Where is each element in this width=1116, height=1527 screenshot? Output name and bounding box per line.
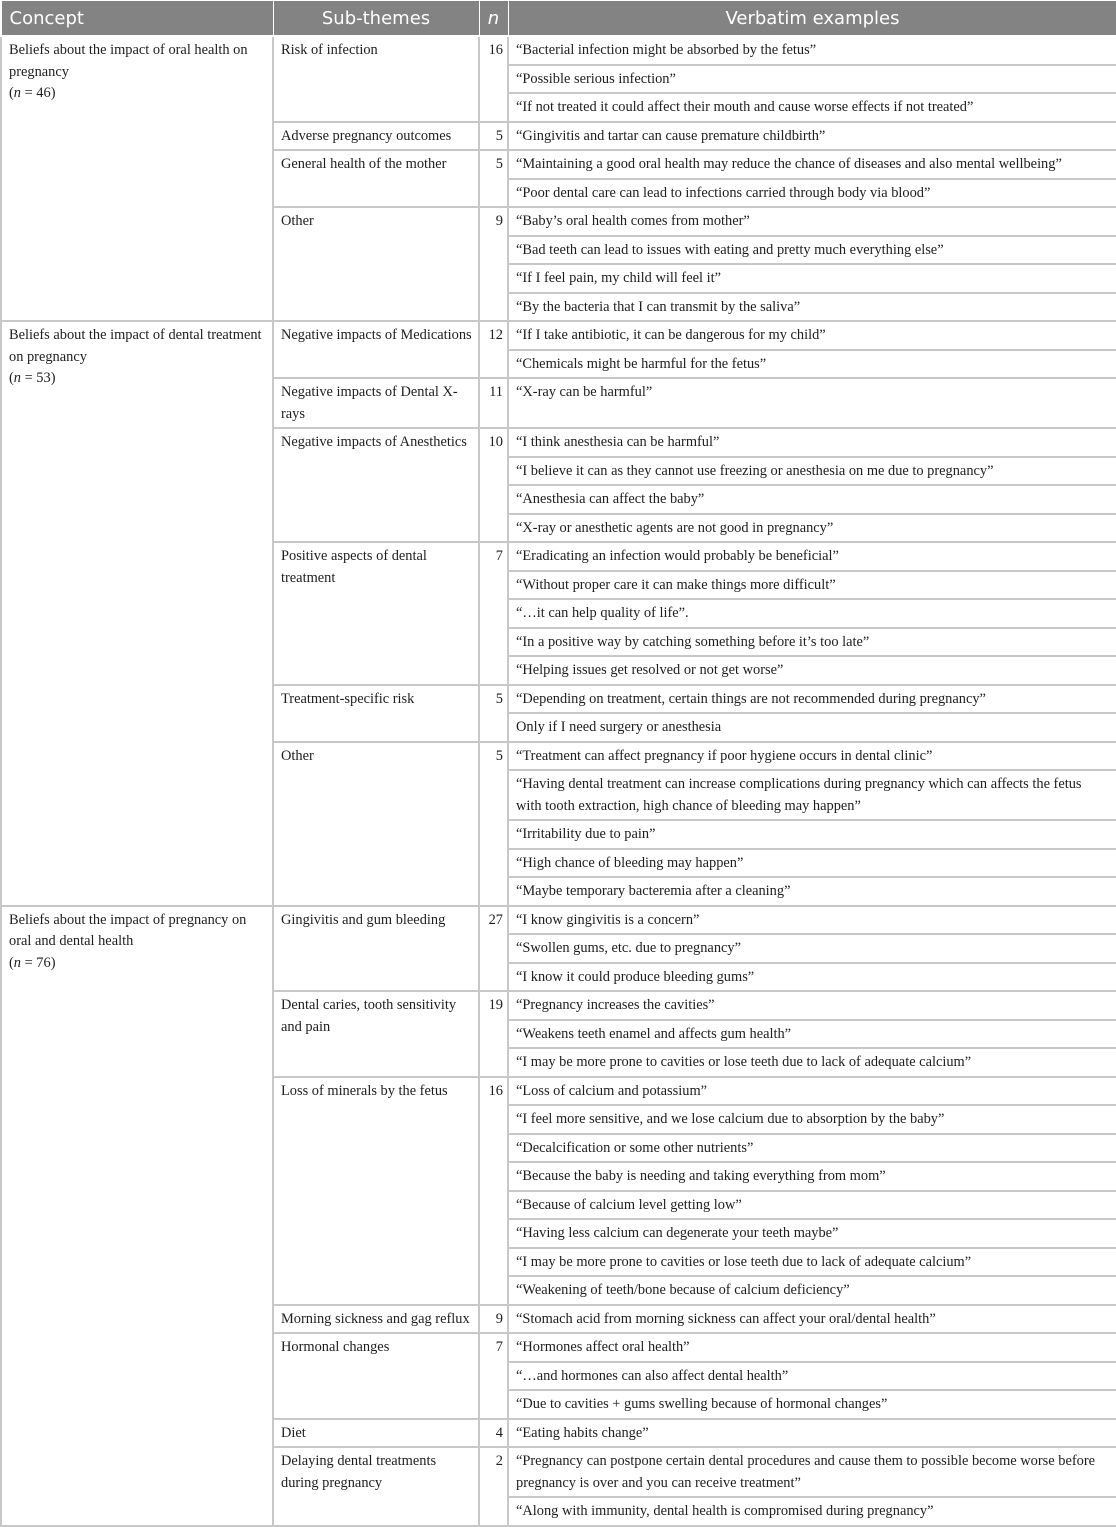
verbatim-cell: “Chemicals might be harmful for the fetus” xyxy=(508,350,1116,379)
count-cell: 11 xyxy=(479,378,508,428)
concept-n-label: n xyxy=(13,370,21,386)
concept-cell: Beliefs about the impact of oral health on pregnancy (n = 46) xyxy=(1,36,273,321)
verbatim-cell: “…it can help quality of life”. xyxy=(508,599,1116,628)
verbatim-cell: “Because the baby is needing and taking everything from mom” xyxy=(508,1162,1116,1191)
verbatim-cell: “Hormones affect oral health” xyxy=(508,1333,1116,1362)
verbatim-cell: “X-ray or anesthetic agents are not good in pregnancy” xyxy=(508,514,1116,543)
table-body xyxy=(1,36,1116,1526)
verbatim-cell: “I may be more prone to cavities or lose teeth due to lack of adequate calcium” xyxy=(508,1048,1116,1077)
subtheme-cell: Negative impacts of Anesthetics xyxy=(273,428,479,542)
concept-title: Beliefs about the impact of pregnancy on oral and dental health xyxy=(9,911,247,949)
subtheme-cell: Negative impacts of Medications xyxy=(273,321,479,378)
subtheme-cell: Loss of minerals by the fetus xyxy=(273,1077,479,1305)
verbatim-cell: “I believe it can as they cannot use freezing or anesthesia on me due to pregnancy” xyxy=(508,457,1116,486)
subtheme-cell: Positive aspects of dental treatment xyxy=(273,542,479,685)
verbatim-cell: “If not treated it could affect their mouth and cause worse effects if not treated” xyxy=(508,93,1116,122)
count-cell: 7 xyxy=(479,1333,508,1419)
subtheme-cell: Negative impacts of Dental X-rays xyxy=(273,378,479,428)
verbatim-cell: “Without proper care it can make things more difficult” xyxy=(508,571,1116,600)
verbatim-cell: “Possible serious infection” xyxy=(508,65,1116,94)
verbatim-cell: “X-ray can be harmful” xyxy=(508,378,1116,428)
verbatim-cell: “I think anesthesia can be harmful” xyxy=(508,428,1116,457)
verbatim-cell: “Eradicating an infection would probably be beneficial” xyxy=(508,542,1116,571)
concept-n-label: n xyxy=(13,85,21,101)
verbatim-cell: “Swollen gums, etc. due to pregnancy” xyxy=(508,934,1116,963)
verbatim-cell: “Poor dental care can lead to infections carried through body via blood” xyxy=(508,179,1116,208)
verbatim-cell: “High chance of bleeding may happen” xyxy=(508,849,1116,878)
verbatim-cell: “Bacterial infection might be absorbed by the fetus” xyxy=(508,36,1116,65)
verbatim-cell: “Bad teeth can lead to issues with eating and pretty much everything else” xyxy=(508,236,1116,265)
verbatim-cell: “In a positive way by catching something before it’s too late” xyxy=(508,628,1116,657)
subtheme-cell: Hormonal changes xyxy=(273,1333,479,1419)
verbatim-cell: “Anesthesia can affect the baby” xyxy=(508,485,1116,514)
verbatim-cell: “Due to cavities + gums swelling because of hormonal changes” xyxy=(508,1390,1116,1419)
verbatim-cell: “If I take antibiotic, it can be dangerous for my child” xyxy=(508,321,1116,350)
header-concept: Concept xyxy=(1,1,273,37)
verbatim-cell: “Pregnancy can postpone certain dental procedures and cause them to possible become worse before pregnancy is over and you can receive treatment” xyxy=(508,1447,1116,1497)
header-row xyxy=(1,1,1116,37)
concept-n-label: n xyxy=(13,954,21,971)
count-cell: 2 xyxy=(479,1447,508,1526)
verbatim-cell: “Maybe temporary bacteremia after a cleaning” xyxy=(508,877,1116,906)
verbatim-cell: “Treatment can affect pregnancy if poor hygiene occurs in dental clinic” xyxy=(508,742,1116,771)
subtheme-cell: Other xyxy=(273,207,479,321)
verbatim-cell: “I know gingivitis is a concern” xyxy=(508,906,1116,935)
count-cell: 5 xyxy=(479,150,508,207)
verbatim-cell: Only if I need surgery or anesthesia xyxy=(508,713,1116,742)
header-subthemes: Sub-themes xyxy=(273,1,479,37)
verbatim-cell: “Loss of calcium and potassium” xyxy=(508,1077,1116,1106)
concept-n-value: = 46) xyxy=(21,85,56,101)
count-cell: 16 xyxy=(479,36,508,122)
verbatim-cell: “Pregnancy increases the cavities” xyxy=(508,991,1116,1020)
verbatim-cell: “I know it could produce bleeding gums” xyxy=(508,963,1116,992)
concept-cell: Beliefs about the impact of pregnancy on oral and dental health (n = 76) xyxy=(1,906,273,1526)
concept-n-value: = 76) xyxy=(21,954,56,971)
count-cell: 9 xyxy=(479,1305,508,1334)
verbatim-cell: “Decalcification or some other nutrients” xyxy=(508,1134,1116,1163)
verbatim-cell: “Stomach acid from morning sickness can affect your oral/dental health” xyxy=(508,1305,1116,1334)
subtheme-cell: General health of the mother xyxy=(273,150,479,207)
subtheme-cell: Morning sickness and gag reflux xyxy=(273,1305,479,1334)
subtheme-cell: Gingivitis and gum bleeding xyxy=(273,906,479,992)
subtheme-cell: Delaying dental treatments during pregnancy xyxy=(273,1447,479,1526)
subtheme-cell: Other xyxy=(273,742,479,906)
count-cell: 10 xyxy=(479,428,508,542)
count-cell: 4 xyxy=(479,1419,508,1448)
verbatim-cell: “Having less calcium can degenerate your teeth maybe” xyxy=(508,1219,1116,1248)
concept-title: Beliefs about the impact of oral health on pregnancy xyxy=(9,42,248,80)
subtheme-cell: Risk of infection xyxy=(273,36,479,122)
verbatim-cell: “Helping issues get resolved or not get worse” xyxy=(508,656,1116,685)
concept-title: Beliefs about the impact of dental treatment on pregnancy xyxy=(9,327,262,365)
count-cell: 7 xyxy=(479,542,508,685)
verbatim-cell: “If I feel pain, my child will feel it” xyxy=(508,264,1116,293)
subtheme-cell: Dental caries, tooth sensitivity and pain xyxy=(273,991,479,1077)
header-n: n xyxy=(479,1,508,37)
count-cell: 5 xyxy=(479,685,508,742)
verbatim-cell: “By the bacteria that I can transmit by the saliva” xyxy=(508,293,1116,322)
count-cell: 5 xyxy=(479,742,508,906)
count-cell: 27 xyxy=(479,906,508,992)
count-cell: 19 xyxy=(479,991,508,1077)
verbatim-cell: “Baby’s oral health comes from mother” xyxy=(508,207,1116,236)
verbatim-cell: “Because of calcium level getting low” xyxy=(508,1191,1116,1220)
verbatim-cell: “I feel more sensitive, and we lose calcium due to absorption by the baby” xyxy=(508,1105,1116,1134)
concept-cell: Beliefs about the impact of dental treatment on pregnancy (n = 53) xyxy=(1,321,273,906)
subtheme-cell: Adverse pregnancy outcomes xyxy=(273,122,479,151)
count-cell: 5 xyxy=(479,122,508,151)
verbatim-cell: “Weakens teeth enamel and affects gum health” xyxy=(508,1020,1116,1049)
count-cell: 9 xyxy=(479,207,508,321)
verbatim-cell: “…and hormones can also affect dental health” xyxy=(508,1362,1116,1391)
subtheme-cell: Diet xyxy=(273,1419,479,1448)
header-verbatim: Verbatim examples xyxy=(508,1,1116,37)
table-row xyxy=(1,321,1116,350)
subtheme-cell: Treatment-specific risk xyxy=(273,685,479,742)
verbatim-cell: “Weakening of teeth/bone because of calcium deficiency” xyxy=(508,1276,1116,1305)
verbatim-cell: “Maintaining a good oral health may reduce the chance of diseases and also mental wellbeing” xyxy=(508,150,1116,179)
count-cell: 16 xyxy=(479,1077,508,1305)
verbatim-cell: “Depending on treatment, certain things are not recommended during pregnancy” xyxy=(508,685,1116,714)
count-cell: 12 xyxy=(479,321,508,378)
verbatim-cell: “Irritability due to pain” xyxy=(508,820,1116,849)
table-row xyxy=(1,906,1116,935)
concept-n-value: = 53) xyxy=(21,370,56,386)
verbatim-cell: “I may be more prone to cavities or lose teeth due to lack of adequate calcium” xyxy=(508,1248,1116,1277)
verbatim-cell: “Eating habits change” xyxy=(508,1419,1116,1448)
table-row xyxy=(1,36,1116,65)
verbatim-cell: “Gingivitis and tartar can cause premature childbirth” xyxy=(508,122,1116,151)
verbatim-cell: “Along with immunity, dental health is compromised during pregnancy” xyxy=(508,1497,1116,1526)
verbatim-cell: “Having dental treatment can increase complications during pregnancy which can affects the fetus with tooth extraction, high chance of bleeding may happen” xyxy=(508,770,1116,820)
